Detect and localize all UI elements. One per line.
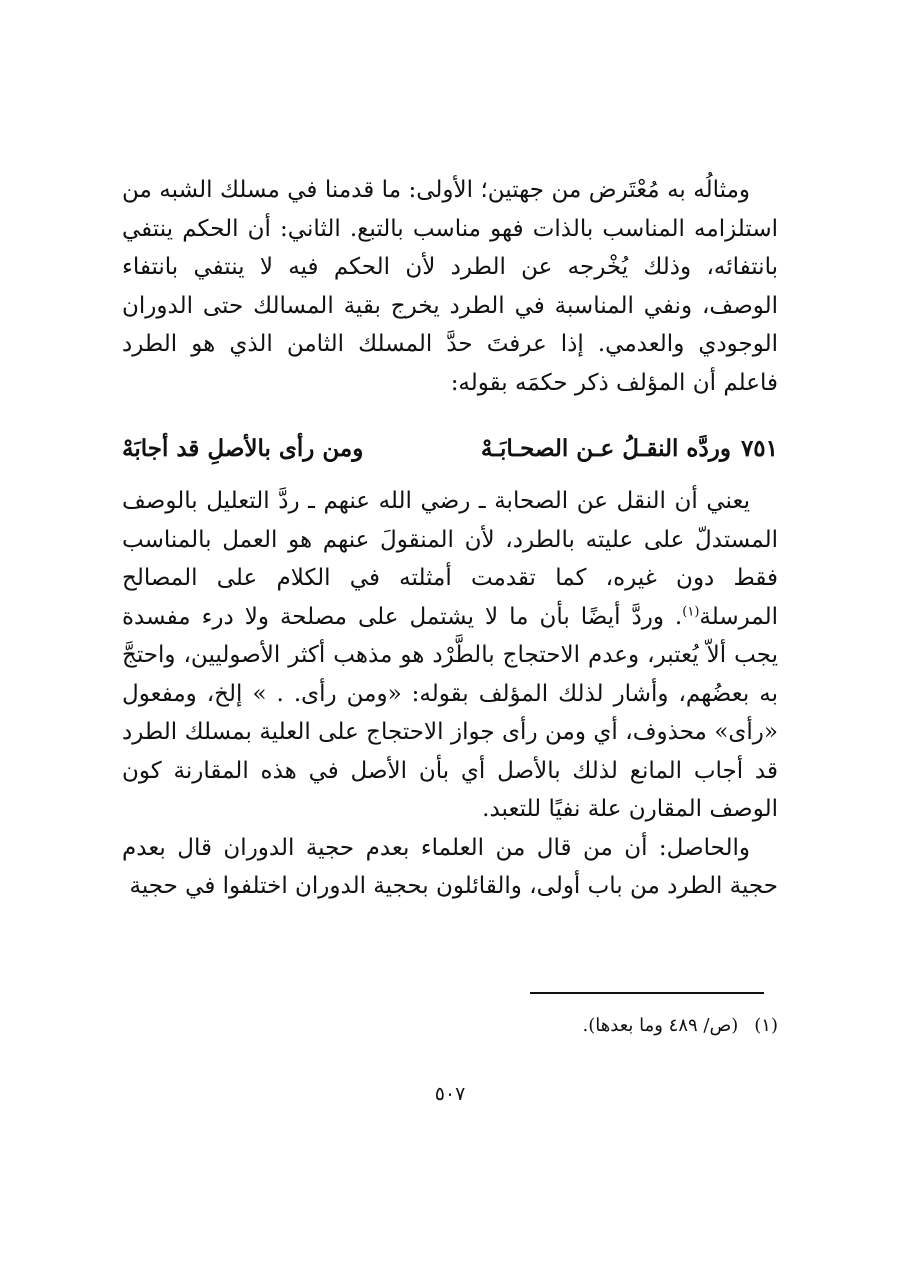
paragraph-1: ومثالُه به مُعْتَرض من جهتين؛ الأولى: ما قدمنا في مسلك الشبه من استلزامه المناسب بالذات فهو مناسب بالتبع. الثاني: أن الحكم ينتفي بانتفائه، وذلك يُخْرجه عن الطرد لأن الحكم فيه لا ينتفي بانتفاء الوصف، ونفي المناسبة في الطرد يخرج بقية المسالك حتى الدوران الوجودي والعدمي. إذا عرفتَ حدَّ المسلك الثامن الذي هو الطرد فاعلم أن المؤلف ذكر حكمَه بقوله: [122,177,778,396]
verse-line [122,430,778,468]
commentary-text [122,482,778,906]
footnote-marker: (١) [754,1015,778,1036]
opening-text [122,171,778,402]
footnote [122,1012,778,1040]
paragraph-3: والحاصل: أن من قال من العلماء بعدم حجية الدوران قال بعدم حجية الطرد من باب أولى، والقائلون بحجية الدوران اختلفوا في حجية [122,834,778,899]
paragraph-2-after-note: . وردَّ أيضًا بأن ما لا يشتمل على مصلحة ولا درء مفسدة يجب ألاّ يُعتبر، وعدم الاحتجاج بالطَّرْد هو مذهب أكثر الأصوليين، واحتجَّ به بعضُهم، وأشار لذلك المؤلف بقوله: «ومن رأى. . » إلخ، ومفعول «رأى» محذوف، أي ومن رأى جواز الاحتجاج على العلية بمسلك الطرد قد أجاب المانع لذلك بالأصل أي بأن الأصل في هذه المقارنة كون الوصف المقارن علة نفيًا للتعبد. [122,603,778,822]
paragraph-2-before-note: يعني أن النقل عن الصحابة ـ رضي الله عنهم ـ ردَّ التعليل بالوصف المستدلّ على عليته بالطرد، لأن المنقولَ عنهم هو العمل بالمناسب فقط دون غيره، كما تقدمت أمثلته في الكلام على المصالح المرسلة [122,488,778,630]
footnote-divider [530,992,764,994]
verse-number: ٧٥١ [740,435,778,462]
verse-second-half: ومن رأى بالأصلِ قد أجابَهْ [122,435,364,462]
paragraph-2 [122,482,778,829]
verse-first-part [481,430,778,468]
footnote-text: (ص/ ٤٨٩ وما بعدها). [582,1015,739,1036]
verse-first-half: وردَّه النقـلُ عـن الصحـابَـهْ [480,435,731,462]
page-number: ٥٠٧ [434,1083,466,1105]
footnote-reference: (١) [682,603,700,619]
